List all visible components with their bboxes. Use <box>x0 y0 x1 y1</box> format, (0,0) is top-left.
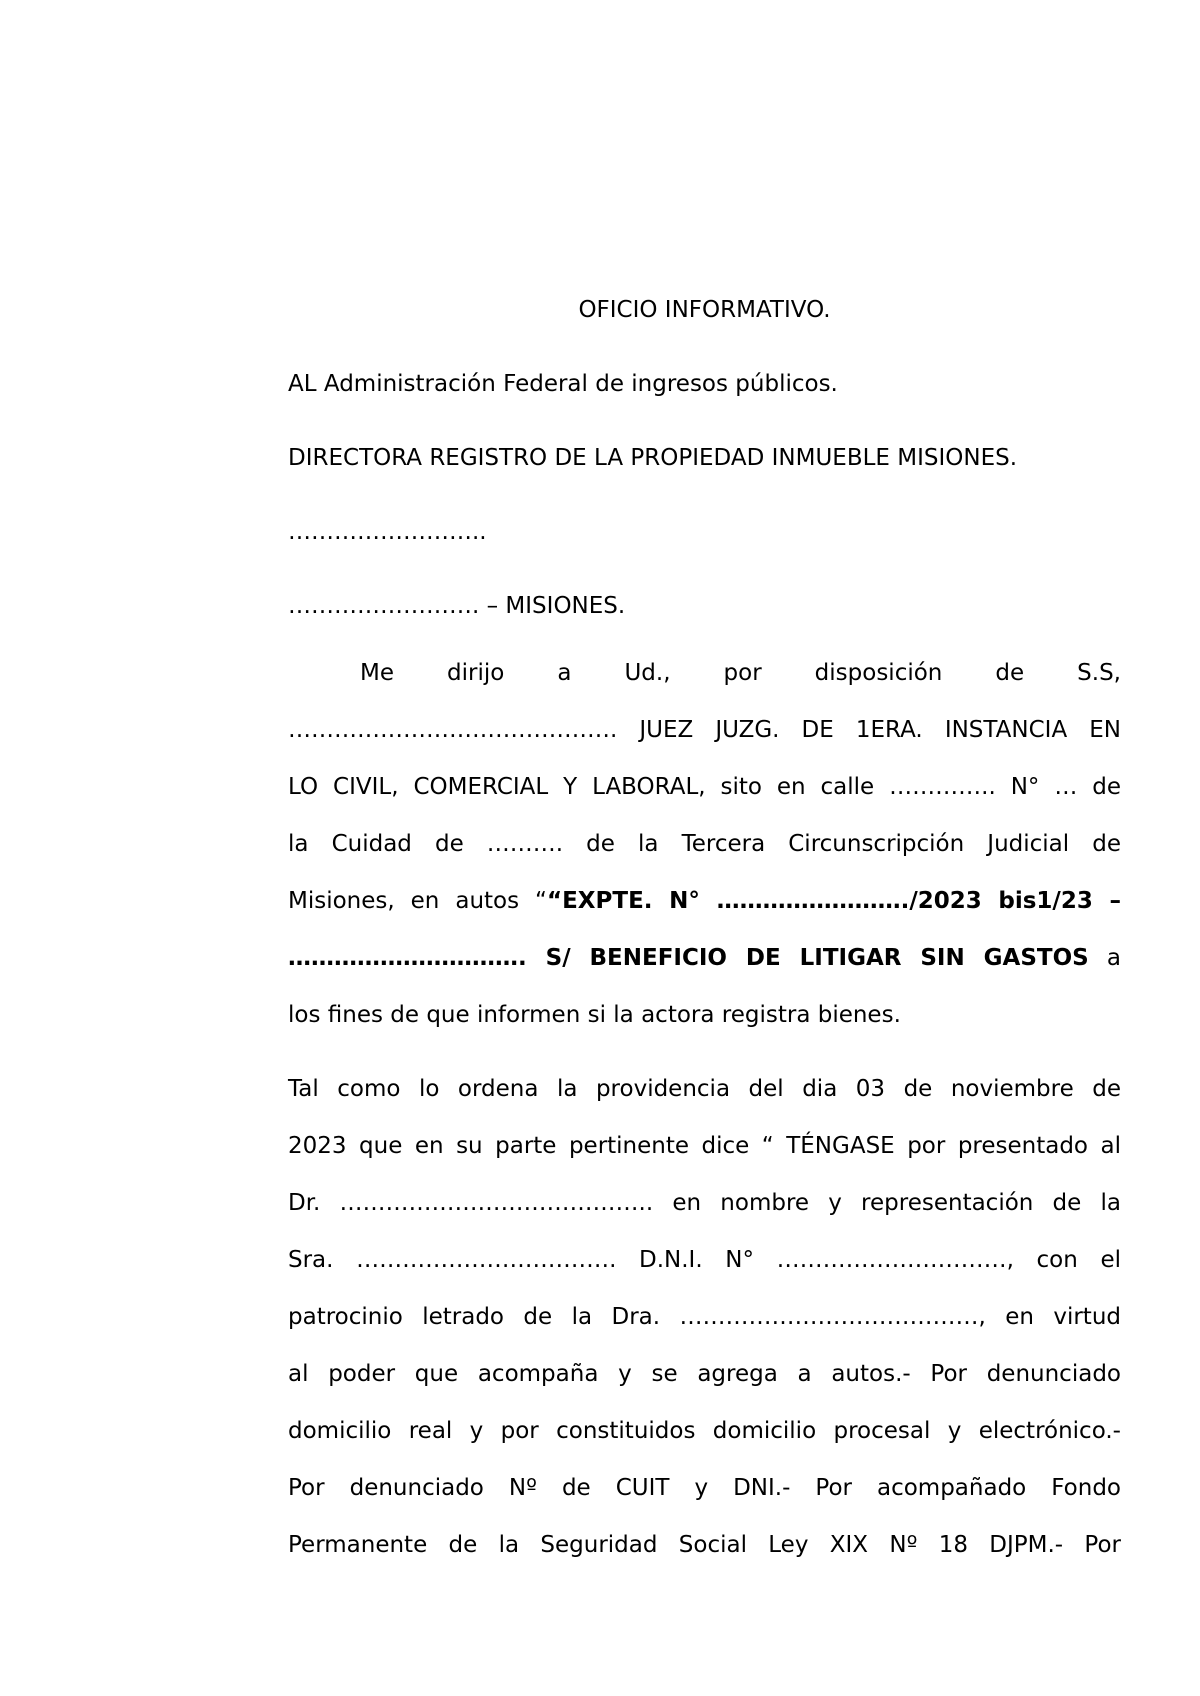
addressee-line-4: ……………………. – MISIONES. <box>288 593 626 619</box>
paragraph-line: 2023 que en su parte pertinente dice “ TÉNGASE por presentado al <box>288 1133 1121 1159</box>
paragraph-line: Me dirijo a Ud., por disposición de S.S, <box>360 660 1121 686</box>
paragraph-line: patrocinio letrado de la Dra. …………………………………, en virtud <box>288 1304 1121 1330</box>
case-prefix: Misiones, en autos “ <box>288 888 547 914</box>
paragraph-line: ……………………………………. JUEZ JUZG. DE 1ERA. INSTANCIA EN <box>288 717 1121 743</box>
paragraph-line: LO CIVIL, COMERCIAL Y LABORAL, sito en calle ………….. N° … de <box>288 774 1121 800</box>
paragraph-line: la Cuidad de ………. de la Tercera Circunscripción Judicial de <box>288 831 1121 857</box>
addressee-line-3: …………………….. <box>288 519 487 545</box>
paragraph-line: Permanente de la Seguridad Social Ley XIX Nº 18 DJPM.- Por <box>288 1532 1121 1558</box>
case-title: …………………………. S/ BENEFICIO DE LITIGAR SIN GASTOS <box>288 945 1089 971</box>
paragraph-line: los fines de que informen si la actora registra bienes. <box>288 1002 901 1028</box>
case-number: “EXPTE. N° ……………………./2023 bis1/23 – <box>546 888 1121 914</box>
paragraph-line: Dr. ………………………………….. en nombre y representación de la <box>288 1190 1121 1216</box>
addressee-line-2: DIRECTORA REGISTRO DE LA PROPIEDAD INMUEBLE MISIONES. <box>288 445 1018 471</box>
paragraph-line: Tal como lo ordena la providencia del dia 03 de noviembre de <box>288 1076 1121 1102</box>
paragraph-order <box>288 1061 1121 1574</box>
paragraph-line: al poder que acompaña y se agrega a autos.- Por denunciado <box>288 1361 1121 1387</box>
paragraph-line: Por denunciado Nº de CUIT y DNI.- Por acompañado Fondo <box>288 1475 1121 1501</box>
paragraph-request <box>288 645 1121 1044</box>
paragraph-line: Sra. ……………………………. D.N.I. N° …………………………, con el <box>288 1247 1121 1273</box>
paragraph-line-case <box>288 873 1121 930</box>
case-suffix: a <box>1088 945 1122 971</box>
addressee-line-1: AL Administración Federal de ingresos públicos. <box>288 371 838 397</box>
paragraph-line: domicilio real y por constituidos domicilio procesal y electrónico.- <box>288 1418 1121 1444</box>
document-title: OFICIO INFORMATIVO. <box>578 297 831 323</box>
paragraph-line-case-title <box>288 930 1121 987</box>
document-body <box>288 282 1121 1574</box>
